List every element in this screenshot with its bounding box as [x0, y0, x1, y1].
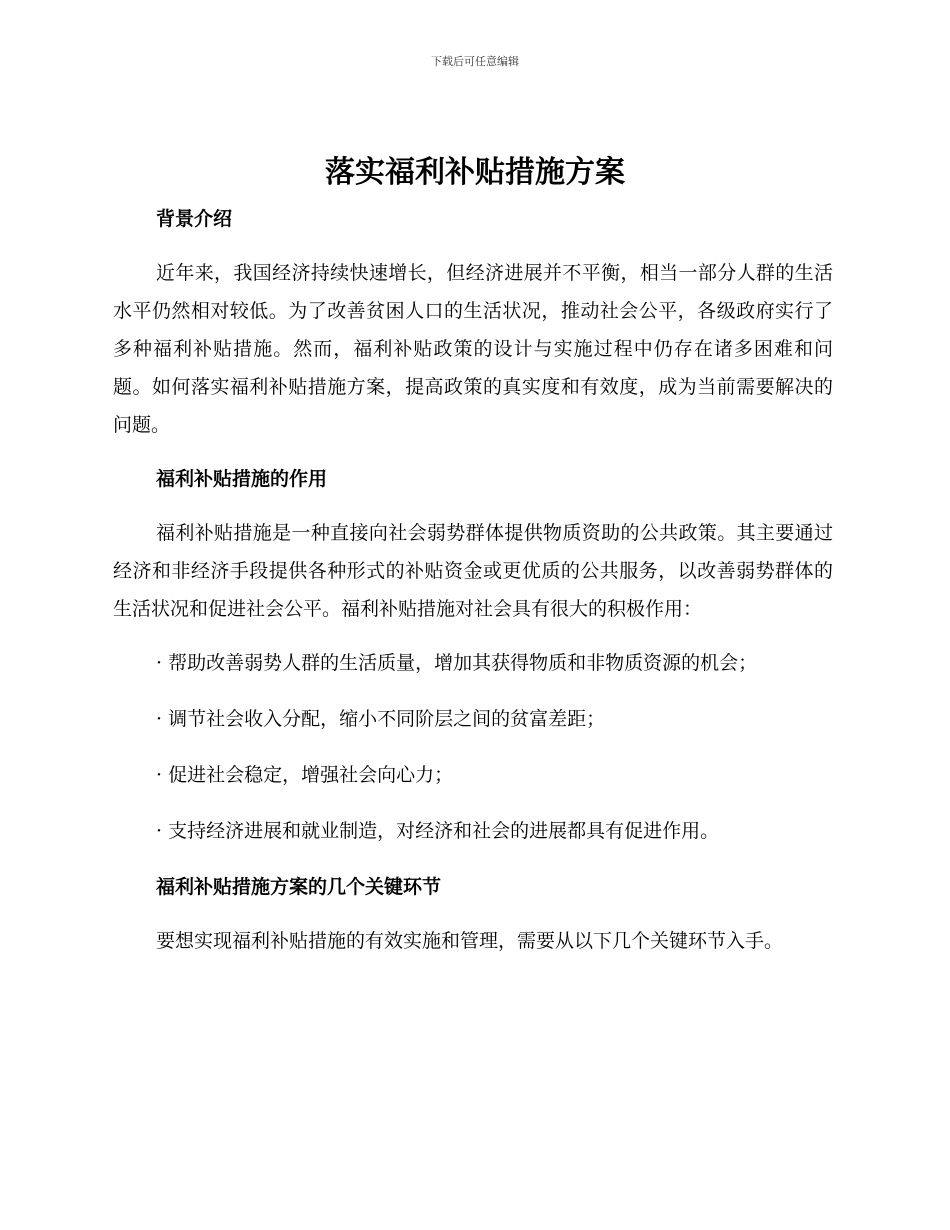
bullet-item: · 帮助改善弱势人群的生活质量，增加其获得物质和非物质资源的机会；: [156, 652, 758, 674]
bullet-item: · 促进社会稳定，增强社会向心力；: [156, 764, 454, 786]
key-links-paragraph: 要想实现福利补贴措施的有效实施和管理，需要从以下几个关键环节入手。: [156, 930, 784, 952]
bullet-item: · 支持经济进展和就业制造，对经济和社会的进展都具有促进作用。: [156, 820, 720, 842]
document-body: [113, 200, 833, 960]
document-title: 落实福利补贴措施方案: [325, 155, 625, 190]
role-paragraph: 福利补贴措施是一种直接向社会弱势群体提供物质资助的公共政策。其主要通过经济和非经济手段提供各种形式的补贴资金或更优质的公共服务，以改善弱势群体的生活状况和促进社会公平。福利补贴措施对社会具有很大的积极作用：: [113, 522, 833, 620]
bullet-item: · 调节社会收入分配，缩小不同阶层之间的贫富差距；: [156, 708, 606, 730]
page-header-note: 下载后可任意编辑: [431, 55, 519, 68]
section-heading-role: 福利补贴措施的作用: [156, 468, 328, 490]
background-paragraph: 近年来，我国经济持续快速增长，但经济进展并不平衡，相当一部分人群的生活水平仍然相对较低。为了改善贫困人口的生活状况，推动社会公平，各级政府实行了多种福利补贴措施。然而，福利补贴政策的设计与实施过程中仍存在诸多困难和问题。如何落实福利补贴措施方案，提高政策的真实度和有效度，成为当前需要解决的问题。: [113, 262, 833, 436]
section-heading-key-links: 福利补贴措施方案的几个关键环节: [156, 876, 442, 898]
section-heading-background: 背景介绍: [156, 208, 233, 230]
